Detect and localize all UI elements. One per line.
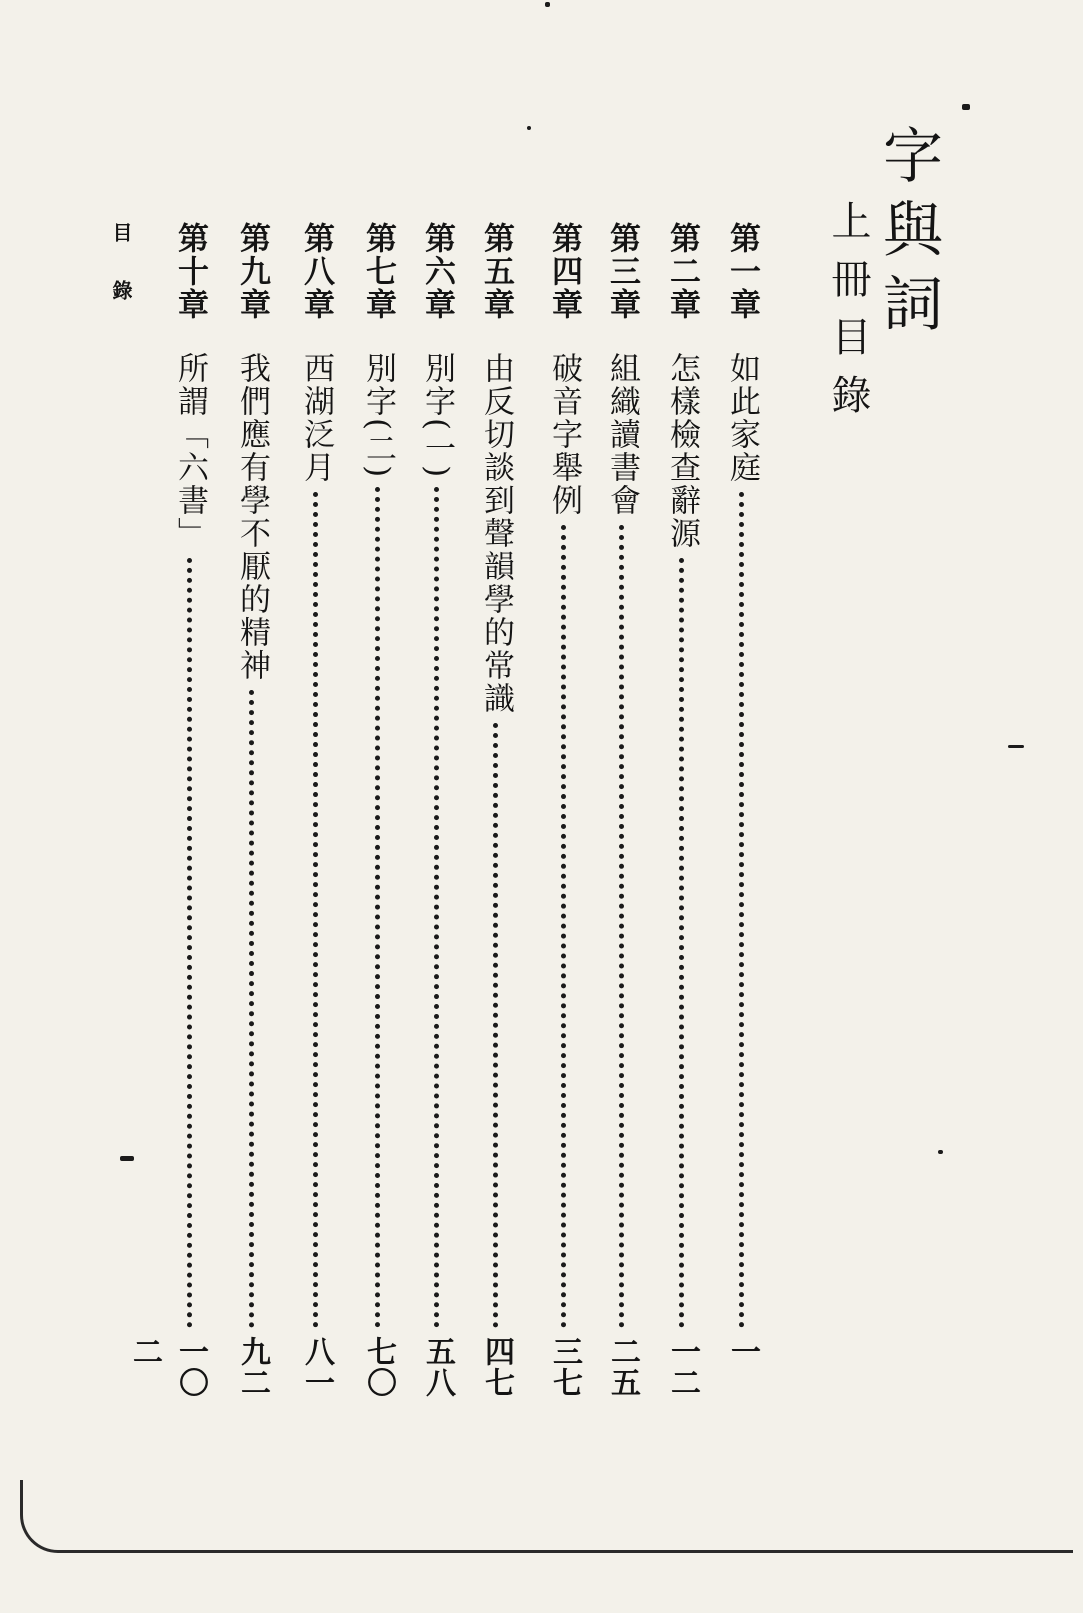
- chapter-title: 西湖泛月: [298, 352, 334, 484]
- leader-dots: [679, 558, 690, 1328]
- toc-entry[interactable]: [293, 222, 339, 1410]
- book-title: 字與詞: [873, 124, 943, 346]
- leader-dots: [561, 525, 572, 1328]
- chapter-number: 第三章: [604, 222, 640, 321]
- running-footer-label: 目錄: [109, 222, 133, 338]
- leader-dots: [249, 690, 260, 1328]
- chapter-number: 第六章: [419, 222, 455, 321]
- ink-speck: [527, 126, 531, 130]
- leader-dots: [375, 487, 386, 1328]
- toc-entry[interactable]: [719, 222, 765, 1410]
- leader-dots: [187, 558, 198, 1328]
- page-number: 九二: [235, 1336, 270, 1398]
- leader-dots: [434, 487, 445, 1328]
- chapter-title: 組織讀書會: [604, 352, 640, 517]
- chapter-title: 所謂「六書」: [172, 352, 208, 550]
- leader-dots: [619, 525, 630, 1328]
- page-number: 二五: [605, 1336, 640, 1398]
- chapter-title: 我們應有學不厭的精神: [234, 352, 270, 682]
- page-number: 五八: [420, 1336, 455, 1398]
- toc-entry[interactable]: [599, 222, 645, 1410]
- toc-entry[interactable]: [355, 222, 401, 1410]
- section-title: 上冊目錄: [825, 200, 871, 432]
- chapter-number: 第二章: [664, 222, 700, 321]
- page-edge-line: [20, 1480, 1073, 1553]
- page-number: 一二: [665, 1336, 700, 1398]
- chapter-number: 第五章: [478, 222, 514, 321]
- chapter-title: 如此家庭: [724, 352, 760, 484]
- chapter-number: 第一章: [724, 222, 760, 321]
- toc-entry[interactable]: [473, 222, 519, 1410]
- toc-entry[interactable]: [659, 222, 705, 1410]
- chapter-number: 第十章: [172, 222, 208, 321]
- toc-entry[interactable]: [229, 222, 275, 1410]
- chapter-title: 別字(一): [419, 352, 455, 480]
- chapter-number: 第七章: [360, 222, 396, 321]
- chapter-title: 由反切談到聲韻學的常識: [478, 352, 514, 715]
- chapter-number: 第九章: [234, 222, 270, 321]
- toc-entry[interactable]: [541, 222, 587, 1410]
- leader-dots: [313, 492, 324, 1328]
- chapter-title: 怎樣檢查辭源: [664, 352, 700, 550]
- page-number: 四七: [479, 1336, 514, 1398]
- page-number: 八一: [299, 1336, 334, 1398]
- chapter-title: 破音字舉例: [546, 352, 582, 517]
- leader-dots: [493, 723, 504, 1328]
- page-number: 三七: [547, 1336, 582, 1398]
- ink-speck: [545, 2, 550, 7]
- page-number: 一〇二: [127, 1336, 208, 1398]
- toc-entry[interactable]: [127, 222, 213, 1410]
- chapter-number: 第四章: [546, 222, 582, 321]
- chapter-number: 第八章: [298, 222, 334, 321]
- ink-speck: [120, 1156, 134, 1161]
- page-number: 一: [725, 1336, 760, 1367]
- page-number: 七〇: [361, 1336, 396, 1398]
- leader-dots: [739, 492, 750, 1328]
- toc-entry[interactable]: [414, 222, 460, 1410]
- ink-speck: [962, 104, 970, 110]
- ink-speck: [938, 1150, 943, 1154]
- ink-speck: [1008, 745, 1024, 748]
- chapter-title: 別字(二): [360, 352, 396, 480]
